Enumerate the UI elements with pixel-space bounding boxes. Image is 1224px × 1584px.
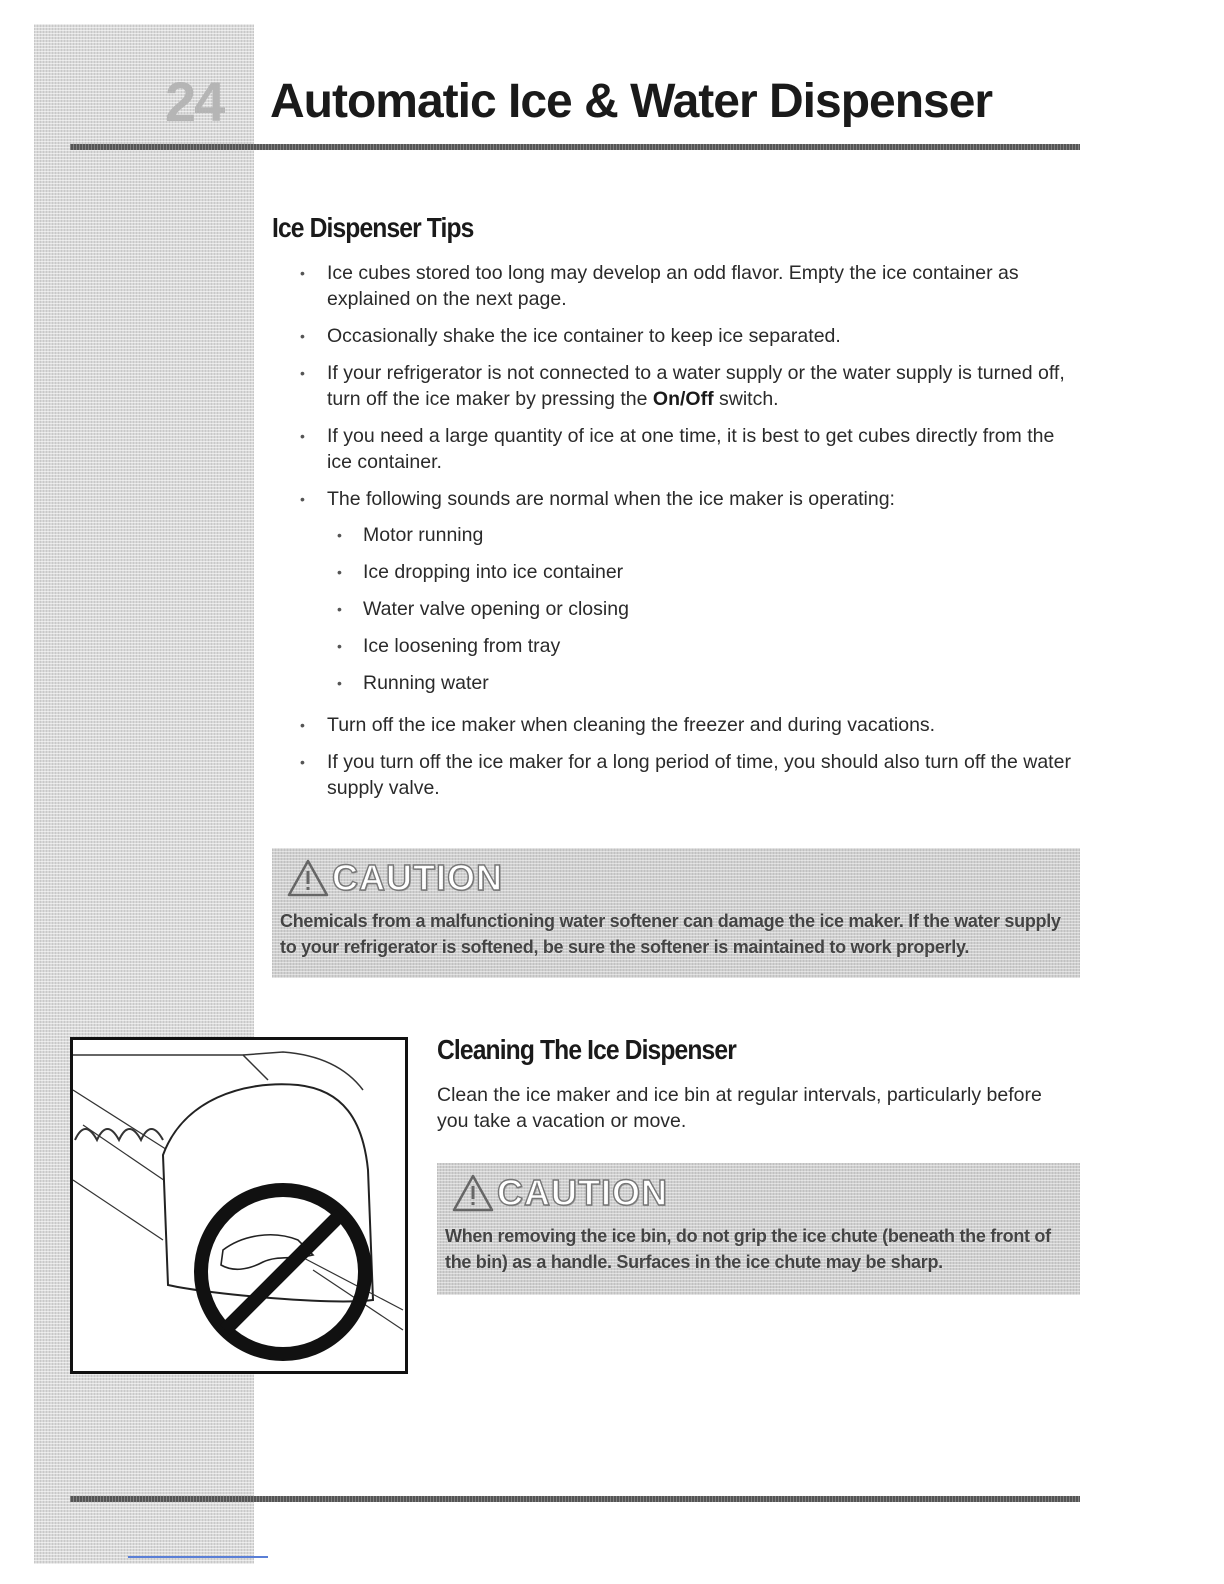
caution-box-ice-bin (437, 1163, 1080, 1295)
page-title: Automatic Ice & Water Dispenser (270, 75, 993, 128)
caution-text: When removing the ice bin, do not grip the ice chute (beneath the front of the bin) as a handle. Surfaces in the ice chute may be sharp. (445, 1226, 1051, 1272)
sound-text: Motor running (363, 524, 484, 546)
sub-list-item (327, 670, 1080, 696)
warning-triangle-icon (286, 858, 330, 898)
sub-list-item (327, 559, 1080, 585)
tip-text: If you need a large quantity of ice at one time, it is best to get cubes directly from the ice container. (327, 425, 1055, 473)
footer-link-underline (128, 1556, 268, 1558)
ice-tips-list (300, 260, 1080, 812)
list-item (300, 423, 1080, 475)
no-hand-grip-icon (73, 1040, 405, 1371)
caution-header (451, 1173, 668, 1213)
sub-list-item (327, 522, 1080, 548)
cleaning-body-text: Clean the ice maker and ice bin at regular intervals, particularly before you take a vacation or move. (437, 1084, 1042, 1132)
tip-text: If your refrigerator is not connected to a water supply or the water supply is turned off, turn off the ice maker by pressing the (327, 362, 1065, 410)
warning-triangle-icon (451, 1173, 495, 1213)
normal-sounds-list (327, 522, 1080, 696)
tip-text: If you turn off the ice maker for a long period of time, you should also turn off the water supply valve. (327, 751, 1071, 799)
footer-divider (70, 1496, 1080, 1502)
caution-text: Chemicals from a malfunctioning water softener can damage the ice maker. If the water supply to your refrigerator is softened, be sure the softener is maintained to work properly. (280, 911, 1061, 957)
tip-text: Occasionally shake the ice container to keep ice separated. (327, 325, 841, 347)
list-item (300, 712, 1080, 738)
caution-header (286, 858, 503, 898)
caution-label: CAUTION (332, 857, 503, 898)
tip-text: Ice cubes stored too long may develop an odd flavor. Empty the ice container as explained on the next page. (327, 262, 1019, 310)
tip-text: The following sounds are normal when the ice maker is operating: (327, 488, 895, 510)
sub-list-item (327, 596, 1080, 622)
header-divider (70, 144, 1080, 150)
list-item (300, 486, 1080, 696)
caution-box-softener (272, 848, 1080, 978)
tip-text: Turn off the ice maker when cleaning the freezer and during vacations. (327, 714, 936, 736)
list-item (300, 323, 1080, 349)
on-off-switch-label: On/Off (652, 388, 714, 410)
ice-tips-heading: Ice Dispenser Tips (272, 212, 474, 243)
sound-text: Water valve opening or closing (363, 598, 629, 620)
list-item (300, 749, 1080, 801)
ice-bin-illustration (70, 1037, 408, 1374)
list-item (300, 360, 1080, 412)
sub-list-item (327, 633, 1080, 659)
cleaning-heading: Cleaning The Ice Dispenser (437, 1034, 736, 1065)
page-number: 24 (165, 70, 224, 133)
sound-text: Ice dropping into ice container (363, 561, 624, 583)
list-item (300, 260, 1080, 312)
sound-text: Ice loosening from tray (363, 635, 561, 657)
tip-text: switch. (713, 388, 779, 410)
caution-label: CAUTION (497, 1172, 668, 1213)
sound-text: Running water (363, 672, 489, 694)
